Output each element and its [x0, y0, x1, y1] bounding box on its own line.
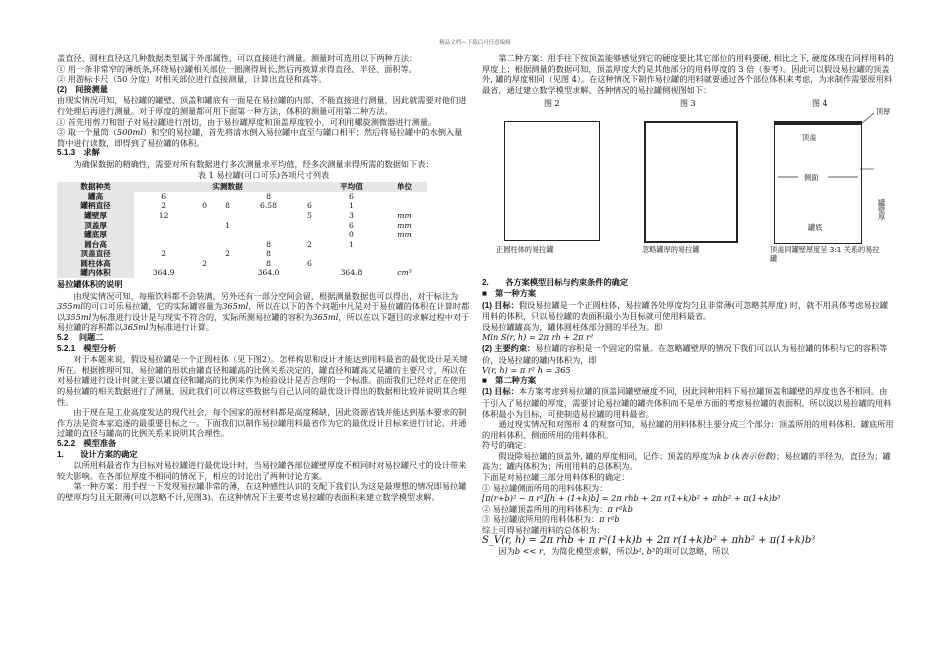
table-cell: [321, 259, 382, 269]
table-cell: 5: [307, 210, 312, 220]
table-row: [57, 230, 427, 240]
table-cell: [382, 259, 427, 269]
figure-label: 图 2: [544, 99, 560, 109]
table-body: [57, 192, 427, 278]
table-cell: cm³: [397, 268, 412, 278]
list-item: [482, 504, 895, 515]
label-top-lid: 顶盖: [802, 133, 817, 143]
label-side: 侧面: [804, 173, 819, 183]
text: ；易拉罐的半径为，直径为；罐高为；罐内体积为；所用用料的总体积为。: [482, 450, 891, 472]
table-cell: [193, 249, 216, 259]
math: 355ml: [57, 301, 84, 312]
table-row: [57, 192, 427, 202]
section-heading: 易拉罐体积的说明: [57, 280, 123, 290]
math: 365ml: [122, 322, 149, 333]
list-item: ① 用一条非常窄的薄纸条,环绕易拉罐相关部位一圈测得周长,然后再换算求得直径、半径、面积等。: [57, 63, 417, 74]
table-cell: 8: [266, 191, 271, 201]
paragraph: 对于本题来说，假设易拉罐是一个正圆柱体（见下图2）。怎样构思和设计才能达到用料最省的最优设计是关键所在。根据推理可知，易拉罐的形状由罐直径和罐高的比例关系决定的，罐直径和罐高又是罐的主要尺寸，所以在对易拉罐进行设计时就主要以罐直径和罐高的比例来作为检验设计是否合理的一个标准。前面我们已经对正在使用的易拉罐的相关数据进行了测量，因此我们可以将这些数据与自己认同的最优设计得出的数据相比较并说明其合理性。: [57, 354, 468, 407]
label-wall-thickness: 罐壁厚: [877, 199, 887, 221]
table-row-label: 罐底厚: [57, 230, 134, 240]
formula: [π(r+b)² − π r²][h + (1+k)b] = 2π rhb + 2π r(1+k)b² + πhb² + π(1+k)b³: [482, 493, 781, 504]
text: ，所以在以下题目的求解过程中对于易拉罐的容积都以: [57, 311, 470, 333]
text: 为标准进行设计是与现实不符合的，实际所测易拉罐的容积为: [91, 311, 313, 322]
table-caption: 表 1 易拉罐(可口可乐)各项尺寸列表: [197, 169, 330, 180]
table-cell: [193, 240, 216, 250]
table-cell: [216, 259, 239, 269]
table-cell: [298, 221, 321, 231]
table-row-label: 罐壁厚: [57, 211, 134, 221]
math: b², b³: [632, 546, 656, 557]
table-cell: [193, 268, 216, 278]
math: 365ml: [312, 311, 339, 322]
section-heading: 5.2.2 模型准备: [57, 438, 117, 448]
left-column: [57, 53, 470, 503]
figure-caption: 正圆柱体的易拉罐: [496, 245, 554, 255]
table-cell: [134, 240, 193, 250]
math: π r²b: [599, 514, 620, 525]
text: (1) 目标：: [482, 300, 519, 310]
table-cell: mm: [397, 220, 412, 230]
table-cell: [298, 268, 321, 278]
text: (1) 目标：: [482, 387, 519, 397]
table-cell: 1: [349, 239, 354, 249]
paragraph: [482, 386, 895, 419]
table-cell: [382, 249, 427, 259]
section-heading: ■ 第二种方案: [482, 375, 537, 385]
table-cell: [216, 192, 239, 202]
math: k b (k表示倍数): [716, 450, 776, 461]
table-row: [57, 268, 427, 278]
table-cell: [216, 211, 239, 221]
paragraph: [482, 451, 895, 472]
table-row: [57, 211, 427, 221]
table-cell: 2: [161, 201, 167, 211]
table-row-label: 圆台高: [57, 240, 134, 250]
table-cell: [216, 230, 239, 240]
math: b << r: [514, 546, 543, 557]
list-item: ① 易拉罐侧面所用的用料体积为：: [482, 482, 608, 493]
table-cell: 2: [307, 239, 312, 249]
paragraph: [57, 291, 470, 333]
figure-caption: 顶盖同罐壁厚度呈 3:1 关系的易拉罐: [770, 245, 880, 264]
table-cell: [134, 259, 193, 269]
table-header: 平均值: [321, 182, 382, 192]
formula: Min S(r, h) = 2π rh + 2π r²: [482, 332, 594, 343]
label-bottom: 罐底: [808, 223, 823, 233]
table-cell: 6.58: [260, 201, 277, 211]
math: π r²kb: [607, 503, 633, 514]
data-table: [57, 182, 427, 278]
paragraph: 盖直径、圆柱直径这几种数据类型属于外部属性，可以直接进行测量。测量时可选用以下两种方法：: [57, 53, 418, 63]
paragraph: [482, 343, 895, 365]
section-heading: (2) 间接测量: [57, 84, 108, 94]
table-cell: [298, 249, 321, 259]
section-heading: ■ 第一种方案: [482, 288, 537, 298]
table-row-label: 罐高: [57, 192, 134, 202]
figure-caption: 忽略罐厚的易拉罐: [642, 245, 700, 255]
section-heading: 5.2.1 模型分析: [57, 343, 117, 353]
paragraph: 综上可得易拉罐用料的总体积为：: [482, 525, 605, 536]
table-cell: 364.9: [152, 268, 175, 278]
section-heading: 2. 各方案模型目标与约束条件的确定: [482, 278, 629, 288]
math: 365ml: [222, 301, 249, 312]
text: (2) 主要约束：: [482, 343, 536, 353]
table-cell: 8: [266, 239, 271, 249]
table-row-label: 顶盖直径: [57, 249, 134, 259]
table-cell: 8: [225, 201, 230, 211]
table-cell: 1: [225, 220, 230, 230]
table-row-label: 罐柄直径: [57, 201, 134, 211]
formula: S_V(r, h) = 2π rhb + π r²(1+k)b + 2π r(1+k)b² + πhb² + π(1+k)b³: [482, 534, 816, 546]
paragraph: 下面是对易拉罐三部分用料体积的确定：: [482, 472, 630, 483]
paragraph: 为确保数据的精确性，需要对所有数据进行多次测量求平均值，经多次测量求得所需的数据如下表：: [73, 158, 434, 169]
table-cell: 0: [202, 201, 207, 211]
list-item: ① 首先用剪刀和钳子对易拉罐进行剖切，由于易拉罐厚度和顶盖厚度较小，可利用螺旋测微器进行测量。: [57, 116, 437, 127]
table-row: [57, 240, 427, 250]
table-header-row: [57, 182, 427, 192]
table-cell: 2: [202, 258, 207, 268]
formula: V(r, h) = π r² h = 365: [482, 365, 571, 376]
table-row-label: 圆柱体高: [57, 259, 134, 269]
table-row-label: 罐内体积: [57, 268, 134, 278]
paragraph: 设易拉罐罐高为，罐体圆柱体部分圆的半径为。即: [482, 321, 663, 332]
table-cell: [193, 192, 216, 202]
text: ② 取一个量筒（: [57, 127, 117, 138]
table-header: 数据种类: [57, 182, 134, 192]
table-cell: 0: [349, 230, 354, 240]
table-cell: [382, 240, 427, 250]
paragraph: 第二种方案：用手往下按顶盖能够感觉到它的硬度要比其它部位的用料要硬, 相比之下, 硬度体现在同样用料的厚度上；根据测量的数据可知，顶盖厚度大约是其他部分的用料厚度的 3 倍（参考）。因此可以假设易拉罐的顶盖外, 罐的厚度相同（见图 4）。在这种情况下制作易拉罐的用料就要通过各个部位体积来考虑，为求制作需要原用料最省，通过建立数学模型求解。各种情况的易拉罐侧视图如下：: [482, 53, 894, 95]
table-row: [57, 221, 427, 231]
table-cell: mm: [397, 210, 412, 220]
text: 由现实情况可知，每瓶饮料都不会装满，另外还有一部分空间会留，根据测量数据也可以得出，对于标注为: [73, 290, 459, 301]
table-cell: 2: [161, 249, 167, 259]
text: 易拉罐的容积是一个固定的常量。在忽略罐壁厚的情况下我们可以认为易拉罐的体积与它的容积等价，设易拉罐的罐内体积为，即: [482, 342, 888, 365]
table-cell: 6: [349, 191, 354, 201]
table-cell: 12: [158, 210, 169, 220]
table-cell: [239, 230, 298, 240]
table-cell: [193, 230, 216, 240]
table-cell: 6: [349, 220, 354, 230]
table-header: 实测数据: [134, 182, 321, 192]
text: 为标准进行计算。: [148, 322, 215, 333]
table-row: [57, 201, 427, 211]
section-heading: 5.1.3 求解: [57, 148, 100, 158]
page-header: 精品文档---下载后可任意编辑: [439, 40, 511, 46]
text: 假设除易拉罐的顶盖外, 罐的厚度相同，记作；顶盖的厚度为: [498, 450, 717, 461]
table-cell: [134, 221, 193, 231]
table-cell: 6: [307, 201, 312, 211]
text: ，所以在以下的各个问题中凡是对于易拉罐的体积在计算时都以: [57, 301, 470, 322]
table-cell: [239, 211, 298, 221]
text: ）和空的易拉罐，首先将清水倒入易拉罐中直至与罐口相平；然后将易拉罐中的水倒入量筒中进行读数，即得到了易拉罐的体积。: [57, 127, 463, 148]
figure-group: [482, 99, 892, 274]
table-cell: [298, 230, 321, 240]
table-cell: [382, 201, 427, 211]
figure-label: 图 3: [680, 99, 696, 109]
paragraph: 以所用料最省作为目标对易拉罐进行最优设计时，当易拉罐各部位罐壁厚度不相同时对易拉罐尺寸的设计带来较大影响。在各部位厚度不相同的情况下，相应的讨论出了两种讨论方案。: [57, 460, 467, 481]
math: 355ml: [65, 311, 92, 322]
table-cell: [193, 211, 216, 221]
table-cell: [298, 192, 321, 202]
table-cell: [321, 249, 382, 259]
table-cell: 6: [307, 258, 312, 268]
section-heading: 1. 设计方案的确定: [57, 449, 138, 459]
text: 的项可以忽略，所以: [655, 546, 729, 557]
list-item: ② 用游标卡尺（50 分度）对相关部位进行直接测量，计算出直径和高等。: [57, 74, 327, 85]
text: 本方案考虑到易拉罐的顶盖同罐壁硬度不同，因此同种用料下易拉罐顶盖和罐壁的厚度也各不相同。由于引入了易拉罐的厚度，需要讨论易拉罐的罐壳体积而不是单方面的考虑易拉罐的表面积。所以说以易拉罐的用料体积最小为目标，可使制造易拉罐的用料最省。: [482, 386, 892, 419]
table-cell: 2: [225, 249, 230, 259]
paragraph: 由于现在是工业高度发达的现代社会，每个国家的原材料都是高度稀缺，因此资源省钱并能达到基本要求的制作方法是资本家追逐的最重要目标之一。下面我们以制作易拉罐用料最省作为它的最优设计目标来进行讨论，并通过罐的直径与罐高的比例关系来说明其合理性。: [57, 407, 467, 439]
table-row-label: 顶盖厚: [57, 221, 134, 231]
text: 假设易拉罐是一个正圆柱体，易拉罐各处厚度均匀且非常薄(可忽略其厚度) 时，就不用具体考虑易拉罐用料的体积，只以易拉罐的表面积最小为目标就可使用料最省。: [482, 299, 889, 322]
label-top-thickness: 顶厚: [876, 107, 891, 117]
math-volume: 500ml: [116, 127, 143, 138]
list-item: [57, 127, 470, 148]
table-cell: [216, 268, 239, 278]
table-cell: [134, 230, 193, 240]
table-cell: [239, 221, 298, 231]
paragraph: 由现实情况可知，易拉罐的罐壁、顶盖和罐底有一面是在易拉罐的内部，不能直接进行测量，因此就需要对他们进行处理后再进行测量。对于厚度的测量都可用下面第一种方法，体积的测量可用第二种方法。: [57, 95, 467, 116]
table-cell: 364.0: [257, 268, 280, 278]
paragraph: 符号的确定：: [482, 440, 532, 451]
table-cell: 8: [266, 258, 271, 268]
paragraph: 第一种方案：用手捏一下发现易拉罐非常的薄，在这种感性认识的支配下我们认为这是最理想的情况即易拉罐的壁厚均匀且无限薄(可以忽略不计,见图3)。在这种情况下主要考虑易拉罐的表面积来建立数学模型求解。: [57, 481, 467, 502]
text: ，为简化模型求解，所以: [542, 546, 633, 557]
right-column: [482, 53, 895, 557]
table-cell: 8: [266, 249, 271, 259]
table-cell: 6: [161, 191, 167, 201]
paragraph: 通过现实情况和对图形 4 的观察可知，易拉罐的用料体积主要分成三个部分：顶盖所用的用料体积、罐底所用的用料体积、侧面所用的用料体积。: [482, 419, 894, 440]
table-cell: 364.8: [340, 268, 363, 278]
text: 因为: [498, 546, 515, 557]
paragraph: [482, 546, 895, 557]
figure-label: 图 4: [812, 99, 828, 109]
table-row: [57, 259, 427, 269]
section-heading: 5.2 问题二: [57, 333, 104, 343]
table-cell: 3: [349, 210, 354, 220]
table-cell: [216, 240, 239, 250]
text: ② 易拉罐顶盖所用的用料体积为：: [482, 503, 608, 514]
table-header: 单位: [382, 182, 427, 192]
table-cell: 1: [349, 201, 354, 211]
table-cell: [382, 192, 427, 202]
paragraph: [482, 300, 895, 322]
table-row: [57, 249, 427, 259]
table-cell: mm: [397, 230, 412, 240]
text: 的可口可乐易拉罐，它的实际罐容量为: [83, 301, 223, 312]
text: ③ 易拉罐底所用的用料体积为：: [482, 514, 600, 525]
table-cell: [193, 221, 216, 231]
list-item: [482, 514, 895, 525]
